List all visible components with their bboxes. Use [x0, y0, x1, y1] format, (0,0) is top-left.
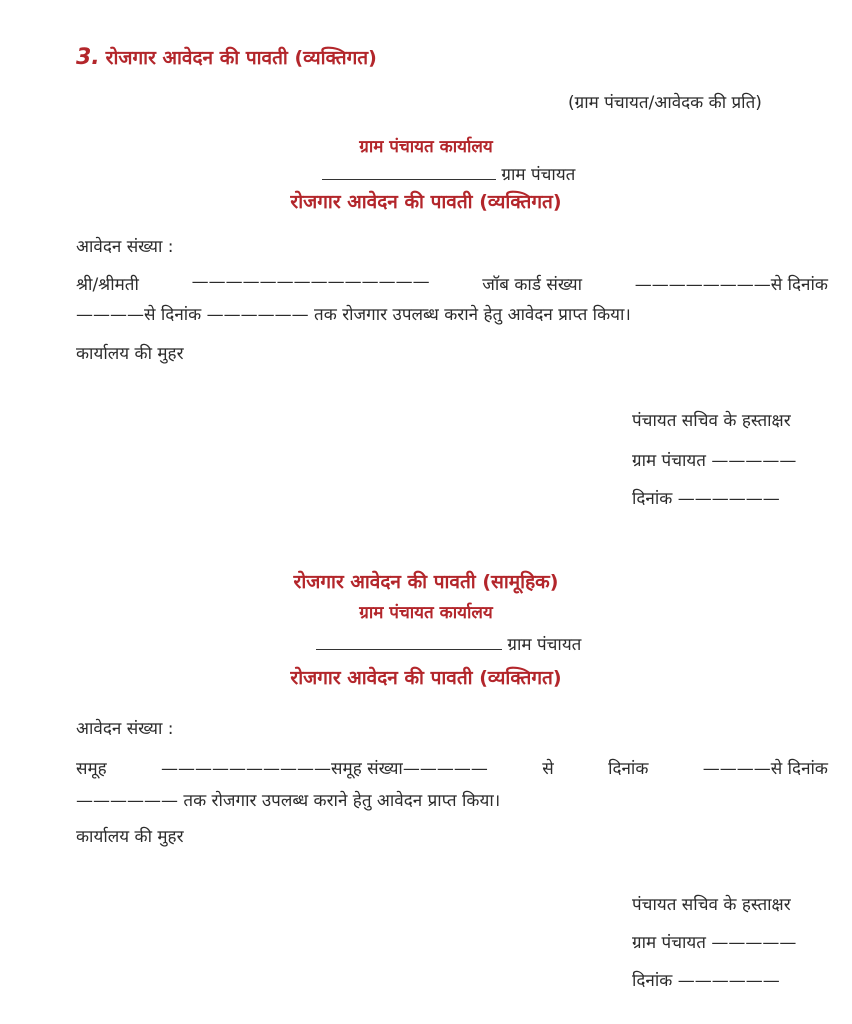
date-label-2a: दिनांक	[608, 759, 649, 779]
gp-sign-line-2	[632, 930, 796, 953]
gp-label-2: ग्राम पंचायत	[507, 635, 582, 655]
group-number-label: समूह संख्या	[331, 759, 403, 779]
office-heading: ग्राम पंचायत कार्यालय	[359, 137, 493, 157]
gp-sign-blank[interactable]: —————	[711, 451, 797, 471]
gp-sign-line	[632, 448, 796, 471]
receipt-heading-2: रोजगार आवेदन की पावती (व्यक्तिगत)	[290, 667, 562, 689]
section-number: 3.	[76, 45, 100, 70]
from-date-blank-2[interactable]: ————	[702, 759, 771, 779]
office-seal-2: कार्यालय की मुहर	[76, 827, 184, 847]
date-blank[interactable]: ——————	[677, 489, 780, 509]
to-date-blank[interactable]: ——————	[206, 305, 309, 325]
gp-sign-label: ग्राम पंचायत	[632, 451, 706, 471]
group-blank[interactable]: ——————————	[161, 759, 332, 779]
application-number: आवेदन संख्या :	[76, 237, 174, 257]
date-line	[632, 486, 780, 509]
office-heading-2: ग्राम पंचायत कार्यालय	[359, 603, 493, 623]
date-label: दिनांक	[632, 489, 673, 509]
form2-line1	[76, 756, 828, 779]
date-line-2	[632, 968, 780, 991]
from-date-blank[interactable]: ————	[76, 305, 144, 325]
to-date-label: से दिनांक	[144, 305, 202, 325]
gp-name-blank[interactable]	[322, 179, 496, 180]
gp-name-line	[322, 162, 575, 185]
group-label: समूह	[76, 759, 107, 779]
form2-line2	[76, 788, 500, 811]
job-card-blank[interactable]: ————————	[634, 275, 771, 295]
applicant-blank[interactable]: ——————————————	[191, 272, 430, 292]
office-seal: कार्यालय की मुहर	[76, 344, 184, 364]
received-text-2: तक रोजगार उपलब्ध कराने हेतु आवेदन प्राप्त किया।	[183, 791, 501, 811]
to-date-blank-2[interactable]: ——————	[76, 791, 178, 811]
gp-name-line-2	[316, 632, 581, 655]
job-card-label: जॉब कार्ड संख्या	[482, 275, 583, 295]
gp-sign-label-2: ग्राम पंचायत	[632, 933, 706, 953]
date-blank-2[interactable]: ——————	[677, 971, 780, 991]
receipt-heading: रोजगार आवेदन की पावती (व्यक्तिगत)	[290, 191, 562, 213]
from-label-2: से	[542, 759, 554, 779]
form1-line1	[76, 272, 828, 295]
date-label-2: दिनांक	[632, 971, 673, 991]
section-title-text: रोजगार आवेदन की पावती (व्यक्तिगत)	[105, 47, 377, 69]
received-text: तक रोजगार उपलब्ध कराने हेतु आवेदन प्राप्त किया।	[314, 305, 631, 325]
group-number-blank[interactable]: —————	[402, 759, 488, 779]
form1-line2	[76, 302, 631, 325]
gp-label: ग्राम पंचायत	[501, 165, 576, 185]
applicant-label: श्री/श्रीमती	[76, 275, 139, 295]
from-date-label: से दिनांक	[770, 275, 828, 295]
secretary-signature-2: पंचायत सचिव के हस्ताक्षर	[632, 895, 791, 915]
gp-name-blank-2[interactable]	[316, 649, 502, 650]
application-number-2: आवेदन संख्या :	[76, 719, 174, 739]
section-title	[76, 44, 377, 70]
to-date-label-2: से दिनांक	[770, 759, 828, 779]
group-receipt-heading: रोजगार आवेदन की पावती (सामूहिक)	[293, 571, 559, 593]
gp-sign-blank-2[interactable]: —————	[711, 933, 797, 953]
secretary-signature: पंचायत सचिव के हस्ताक्षर	[632, 411, 791, 431]
copy-note: (ग्राम पंचायत/आवेदक की प्रति)	[568, 93, 762, 113]
